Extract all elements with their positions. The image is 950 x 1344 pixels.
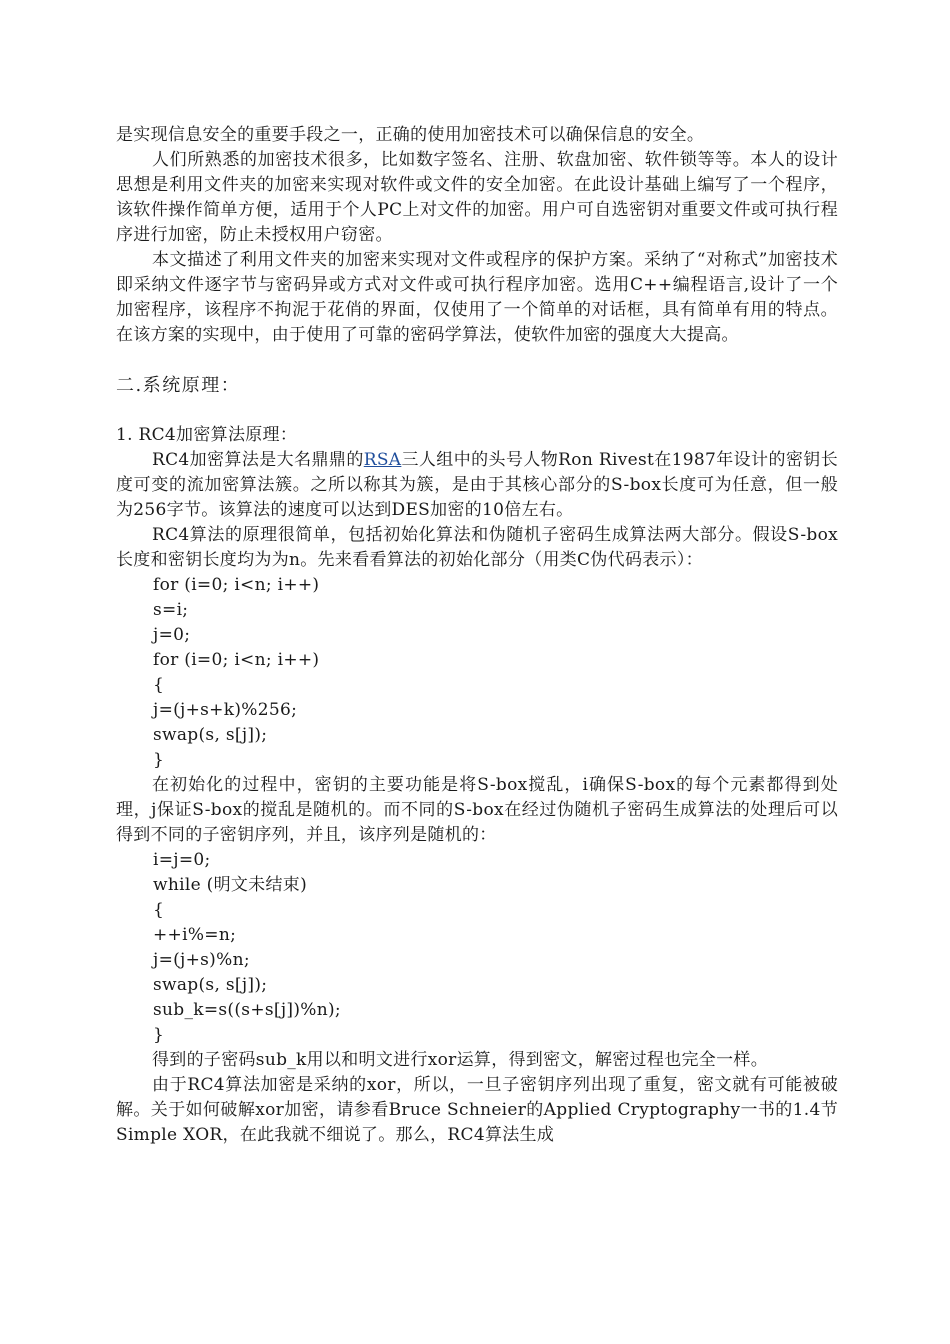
code-line: { (153, 900, 165, 920)
code-line: s=i; (153, 600, 189, 620)
code-line: j=0; (153, 625, 191, 645)
paragraph-continuation: 是实现信息安全的重要手段之一，正确的使用加密技术可以确保信息的安全。 (116, 125, 705, 145)
code-line: i=j=0; (153, 850, 211, 870)
code-line: swap(s, s[j]); (153, 725, 268, 745)
rsa-link[interactable]: RSA (363, 450, 402, 470)
rc4-intro-after: 三人组中的头号人物Ron Rivest在1987年设计的密钥长度可变的流加密算法簇。之所以称其为簇，是由于其核心部分的S-box长度可为任意，但一般为256字节。该算法的速度可以达到DES加密的10倍左右。 (116, 450, 838, 520)
gen-code-block (116, 848, 838, 1048)
code-line: while (明文未结束) (153, 875, 308, 895)
paragraph-scheme-description: 本文描述了利用文件夹的加密来实现对文件或程序的保护方案。采纳了“对称式”加密技术即采纳文件逐字节与密码异或方式对文件或可执行程序加密。选用C++编程语言,设计了一个加密程序，该程序不拘泥于花俏的界面，仅使用了一个简单的对话框，具有简单有用的特点。在该方案的实现中，由于使用了可靠的密码学算法，使软件加密的强度大大提高。 (116, 250, 838, 345)
paragraph-xor-weakness: 由于RC4算法加密是采纳的xor，所以，一旦子密钥序列出现了重复，密文就有可能被破解。关于如何破解xor加密，请参看Bruce Schneier的Applied Cryptography一书的1.4节Simple XOR，在此我就不细说了。那么，RC4算法生成 (116, 1075, 838, 1145)
init-code-block (116, 573, 838, 773)
code-line: for (i=0; i<n; i++) (153, 575, 320, 595)
code-line: { (153, 675, 165, 695)
code-line: swap(s, s[j]); (153, 975, 268, 995)
paragraph-init-explain: 在初始化的过程中，密钥的主要功能是将S-box搅乱，i确保S-box的每个元素都得到处理，j保证S-box的搅乱是随机的。而不同的S-box在经过伪随机子密码生成算法的处理后可以得到不同的子密钥序列，并且，该序列是随机的： (116, 775, 838, 845)
code-line: ++i%=n; (153, 925, 237, 945)
paragraph-rc4-intro (116, 448, 838, 523)
section-heading: 二.系统原理： (116, 375, 241, 396)
subsection-heading: 1. RC4加密算法原理： (116, 425, 298, 445)
paragraph-rc4-principle: RC4算法的原理很简单，包括初始化算法和伪随机子密码生成算法两大部分。假设S-box长度和密钥长度均为为n。先来看看算法的初始化部分（用类C伪代码表示）： (116, 525, 838, 570)
paragraph-gen-explain: 得到的子密码sub_k用以和明文进行xor运算，得到密文，解密过程也完全一样。 (152, 1050, 769, 1070)
code-line: j=(j+s)%n; (153, 950, 250, 970)
code-line: sub_k=s((s+s[j])%n); (153, 1000, 341, 1020)
document-body (116, 123, 838, 1148)
code-line: } (153, 750, 165, 770)
rc4-intro-before: RC4加密算法是大名鼎鼎的 (152, 450, 364, 470)
code-line: } (153, 1025, 165, 1045)
code-line: for (i=0; i<n; i++) (153, 650, 320, 670)
code-line: j=(j+s+k)%256; (153, 700, 298, 720)
paragraph-encryption-overview: 人们所熟悉的加密技术很多，比如数字签名、注册、软盘加密、软件锁等等。本人的设计思想是利用文件夹的加密来实现对软件或文件的安全加密。在此设计基础上编写了一个程序，该软件操作简单方便，适用于个人PC上对文件的加密。用户可自选密钥对重要文件或可执行程序进行加密，防止未授权用户窃密。 (116, 150, 838, 245)
